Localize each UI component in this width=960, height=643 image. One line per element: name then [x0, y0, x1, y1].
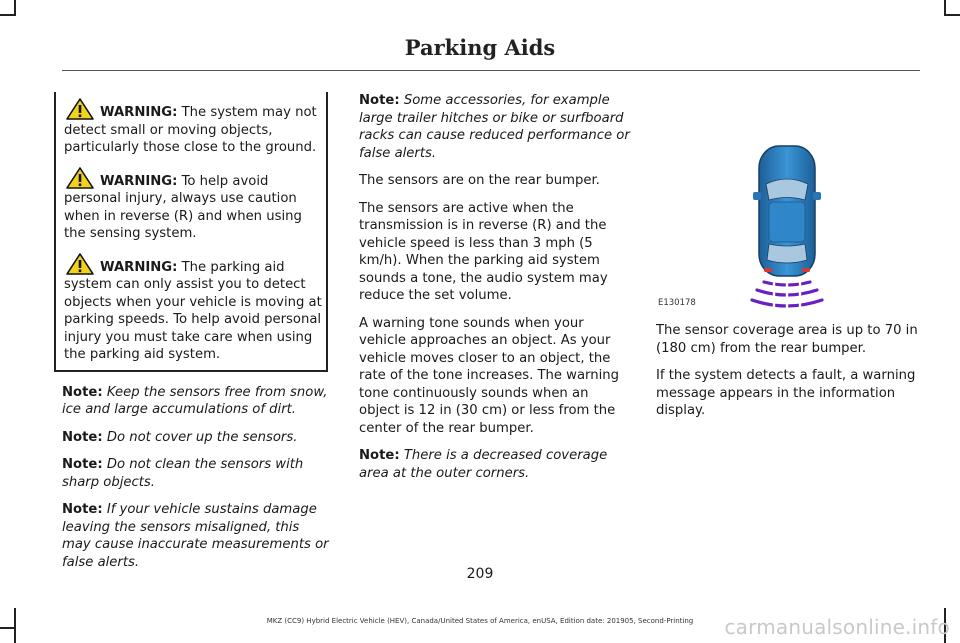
crop-mark [0, 14, 16, 16]
paragraph: If the system detects a fault, a warning message appears in the information display. [656, 368, 916, 418]
note-text: Some accessories, for example large trailer hitches or bike or surfboard racks can cause reduced performance or false alerts. [359, 93, 630, 161]
note [359, 92, 631, 162]
note-label: Note: [62, 384, 103, 400]
watermark: carmanualsonline.info [724, 615, 950, 639]
warning-text: To help avoid personal injury, always use caution when in reverse (R) and when using the sensing system. [64, 173, 302, 241]
note-label: Note: [62, 502, 103, 517]
note-text: If your vehicle sustains damage leaving the sensors misaligned, this may cause inaccurate measurements or false alerts. [62, 502, 329, 570]
column-right [656, 92, 924, 430]
sensor-coverage-figure [656, 92, 924, 314]
warning-triangle-icon [66, 167, 94, 189]
note [62, 429, 332, 447]
note-label: Note: [359, 93, 400, 108]
warning-item [64, 253, 326, 364]
warning-triangle-icon [66, 253, 94, 275]
paragraph: A warning tone sounds when your vehicle approaches an object. As your vehicle moves closer to an object, the rate of the tone increases. The warning tone continuously sounds when an object is 12 in (30 cm) or less from the center of the rear bumper. [359, 315, 619, 436]
note [359, 447, 631, 482]
paragraph: The sensors are active when the transmission is in reverse (R) and the vehicle speed is less than 3 mph (5 km/h). When the parking aid system sounds a tone, the audio system may reduce the set volume. [359, 200, 608, 303]
page-title: Parking Aids [404, 35, 556, 60]
crop-mark [14, 608, 16, 643]
column-left [62, 92, 332, 581]
warning-label: WARNING: [100, 259, 178, 275]
warning-text: The system may not detect small or moving objects, particularly those close to the ground. [64, 105, 317, 155]
crop-mark [0, 627, 16, 629]
warning-item [64, 167, 326, 243]
column-middle [359, 92, 631, 492]
note-label: Note: [62, 457, 103, 472]
footer-text: MKZ (CC9) Hybrid Electric Vehicle (HEV), Canada/United States of America, enUSA, Edition date: 201905, Second-Printing [266, 617, 694, 625]
warning-item [64, 98, 326, 157]
note-text: Do not clean the sensors with sharp objects. [62, 457, 304, 490]
note-text: There is a decreased coverage area at the outer corners. [359, 448, 608, 481]
figure-id: E130178 [658, 297, 696, 308]
warning-triangle-icon [66, 98, 94, 120]
warning-text: The parking aid system can only assist you to detect objects when your vehicle is moving at parking speeds. To help avoid personal injury you must take care when using the parking aid system. [64, 259, 322, 362]
title-divider [62, 70, 920, 71]
note [62, 501, 332, 571]
warning-label: WARNING: [100, 173, 178, 189]
paragraph: The sensor coverage area is up to 70 in (180 cm) from the rear bumper. [656, 323, 918, 356]
note-label: Note: [62, 429, 103, 445]
car-top-view-illustration [656, 92, 924, 314]
note [62, 384, 332, 419]
note [62, 456, 332, 491]
warning-box [54, 92, 328, 372]
page-number: 209 [466, 566, 494, 582]
warning-label: WARNING: [100, 105, 178, 120]
note-text: Keep the sensors free from snow, ice and large accumulations of dirt. [62, 384, 328, 417]
paragraph: The sensors are on the rear bumper. [359, 173, 600, 188]
note-text: Do not cover up the sensors. [102, 429, 298, 445]
crop-mark [944, 14, 960, 16]
note-label: Note: [359, 448, 400, 463]
